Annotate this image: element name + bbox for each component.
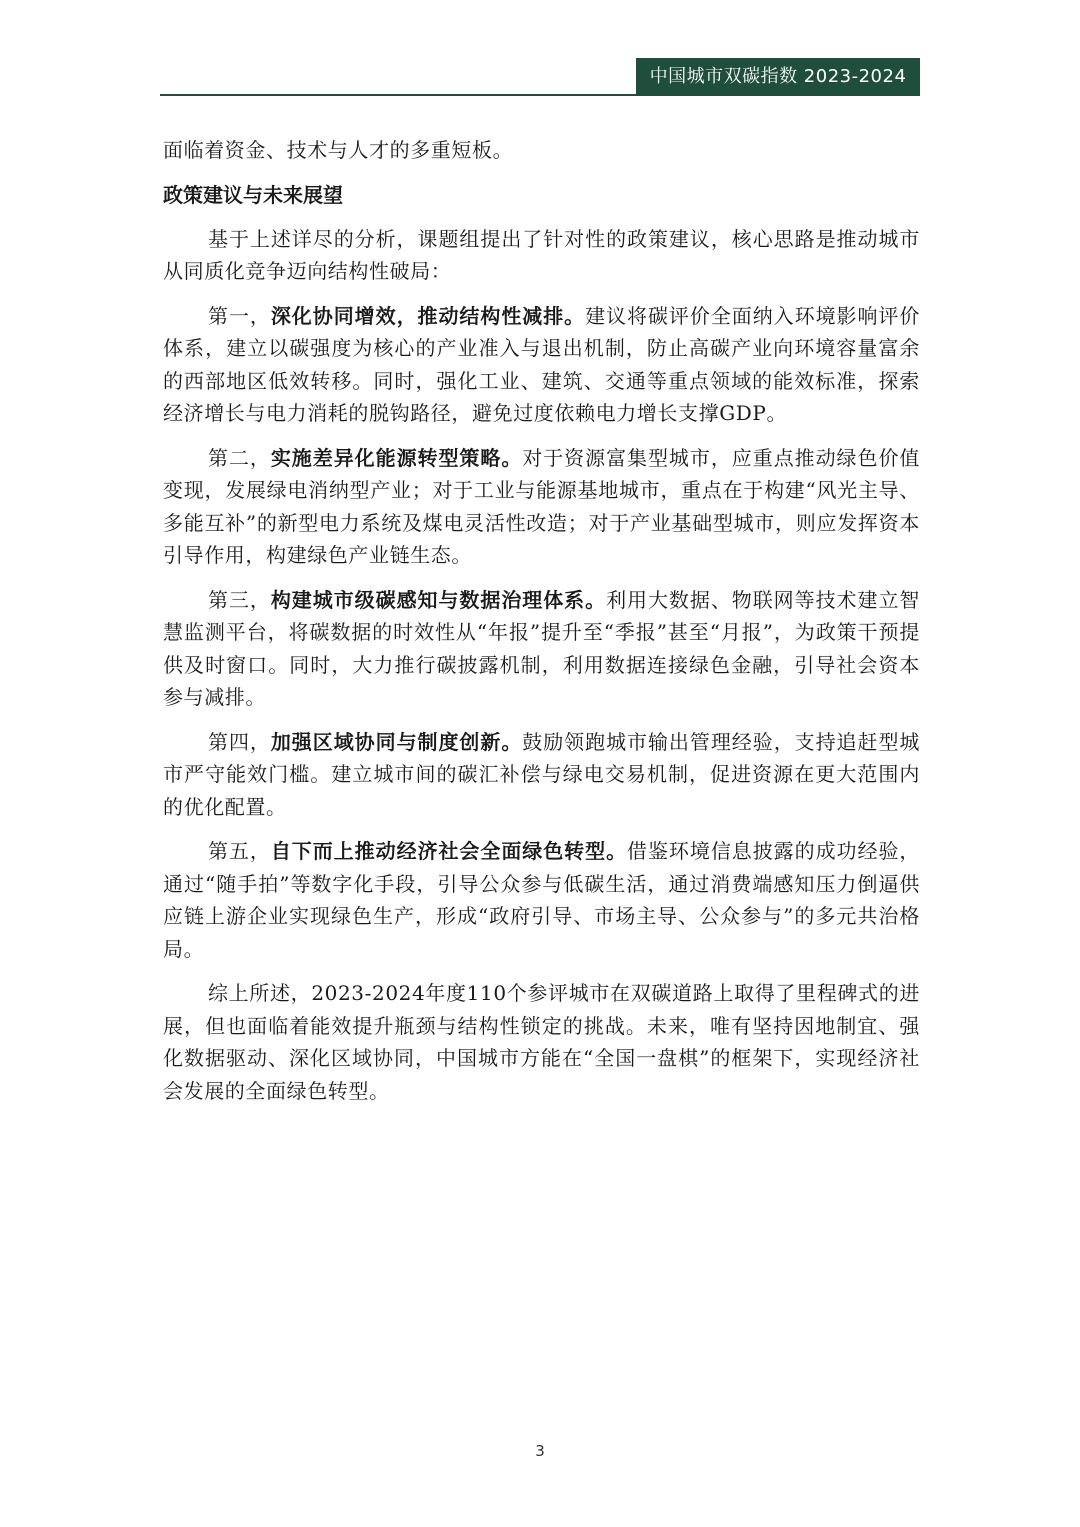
recommendation-prefix: 第一， bbox=[208, 303, 271, 328]
recommendation-text: 建议将碳评价全面纳入环境影响评价体系，建立以碳强度为核心的产业准入与退出机制，防止高碳产业向环境容量富余的西部地区低效转移。同时，强化工业、建筑、交通等重点领域的能效标准，探索经济增长与电力消耗的脱钩路径，避免过度依赖电力增长支撑GDP。 bbox=[163, 303, 920, 425]
recommendation-paragraph-3 bbox=[163, 584, 920, 714]
recommendation-prefix: 第二， bbox=[208, 445, 271, 470]
recommendation-lead: 构建城市级碳感知与数据治理体系。 bbox=[270, 587, 607, 612]
page-number: 3 bbox=[535, 1442, 545, 1460]
recommendation-paragraph-5 bbox=[163, 835, 920, 965]
recommendation-paragraph-2 bbox=[163, 442, 920, 572]
recommendation-lead: 实施差异化能源转型策略。 bbox=[270, 445, 523, 470]
page-content bbox=[163, 134, 920, 1107]
header-title-badge: 中国城市双碳指数 2023-2024 bbox=[636, 58, 920, 96]
intro-paragraph: 基于上述详尽的分析，课题组提出了针对性的政策建议，核心思路是推动城市从同质化竞争迈向结构性破局： bbox=[163, 226, 920, 283]
recommendation-text: 鼓励领跑城市输出管理经验，支持追赶型城市严守能效门槛。建立城市间的碳汇补偿与绿电交易机制，促进资源在更大范围内的优化配置。 bbox=[163, 729, 920, 819]
recommendation-text: 借鉴环境信息披露的成功经验，通过“随手拍”等数字化手段，引导公众参与低碳生活，通过消费端感知压力倒逼供应链上游企业实现绿色生产，形成“政府引导、市场主导、公众参与”的多元共治格局。 bbox=[163, 839, 920, 961]
recommendation-prefix: 第四， bbox=[208, 729, 271, 754]
recommendation-prefix: 第三， bbox=[208, 587, 271, 612]
recommendation-paragraph-1 bbox=[163, 300, 920, 430]
conclusion-paragraph: 综上所述，2023-2024年度110个参评城市在双碳道路上取得了里程碑式的进展，但也面临着能效提升瓶颈与结构性锁定的挑战。未来，唯有坚持因地制宜、强化数据驱动、深化区域协同，中国城市方能在“全国一盘棋”的框架下，实现经济社会发展的全面绿色转型。 bbox=[163, 981, 920, 1103]
recommendation-text: 利用大数据、物联网等技术建立智慧监测平台，将碳数据的时效性从“年报”提升至“季报”甚至“月报”，为政策干预提供及时窗口。同时，大力推行碳披露机制，利用数据连接绿色金融，引导社会资本参与减排。 bbox=[163, 587, 920, 709]
recommendation-prefix: 第五， bbox=[208, 839, 271, 863]
recommendation-paragraph-4 bbox=[163, 726, 920, 824]
section-title: 政策建议与未来展望 bbox=[163, 182, 343, 207]
continuation-paragraph: 面临着资金、技术与人才的多重短板。 bbox=[163, 138, 514, 162]
recommendation-lead: 自下而上推动经济社会全面绿色转型。 bbox=[270, 839, 628, 863]
recommendation-text: 对于资源富集型城市，应重点推动绿色价值变现，发展绿电消纳型产业；对于工业与能源基地城市，重点在于构建“风光主导、多能互补”的新型电力系统及煤电灵活性改造；对于产业基础型城市，则应发挥资本引导作用，构建绿色产业链生态。 bbox=[163, 445, 920, 567]
recommendation-lead: 深化协同增效，推动结构性减排。 bbox=[270, 303, 586, 328]
recommendation-lead: 加强区域协同与制度创新。 bbox=[270, 729, 523, 754]
